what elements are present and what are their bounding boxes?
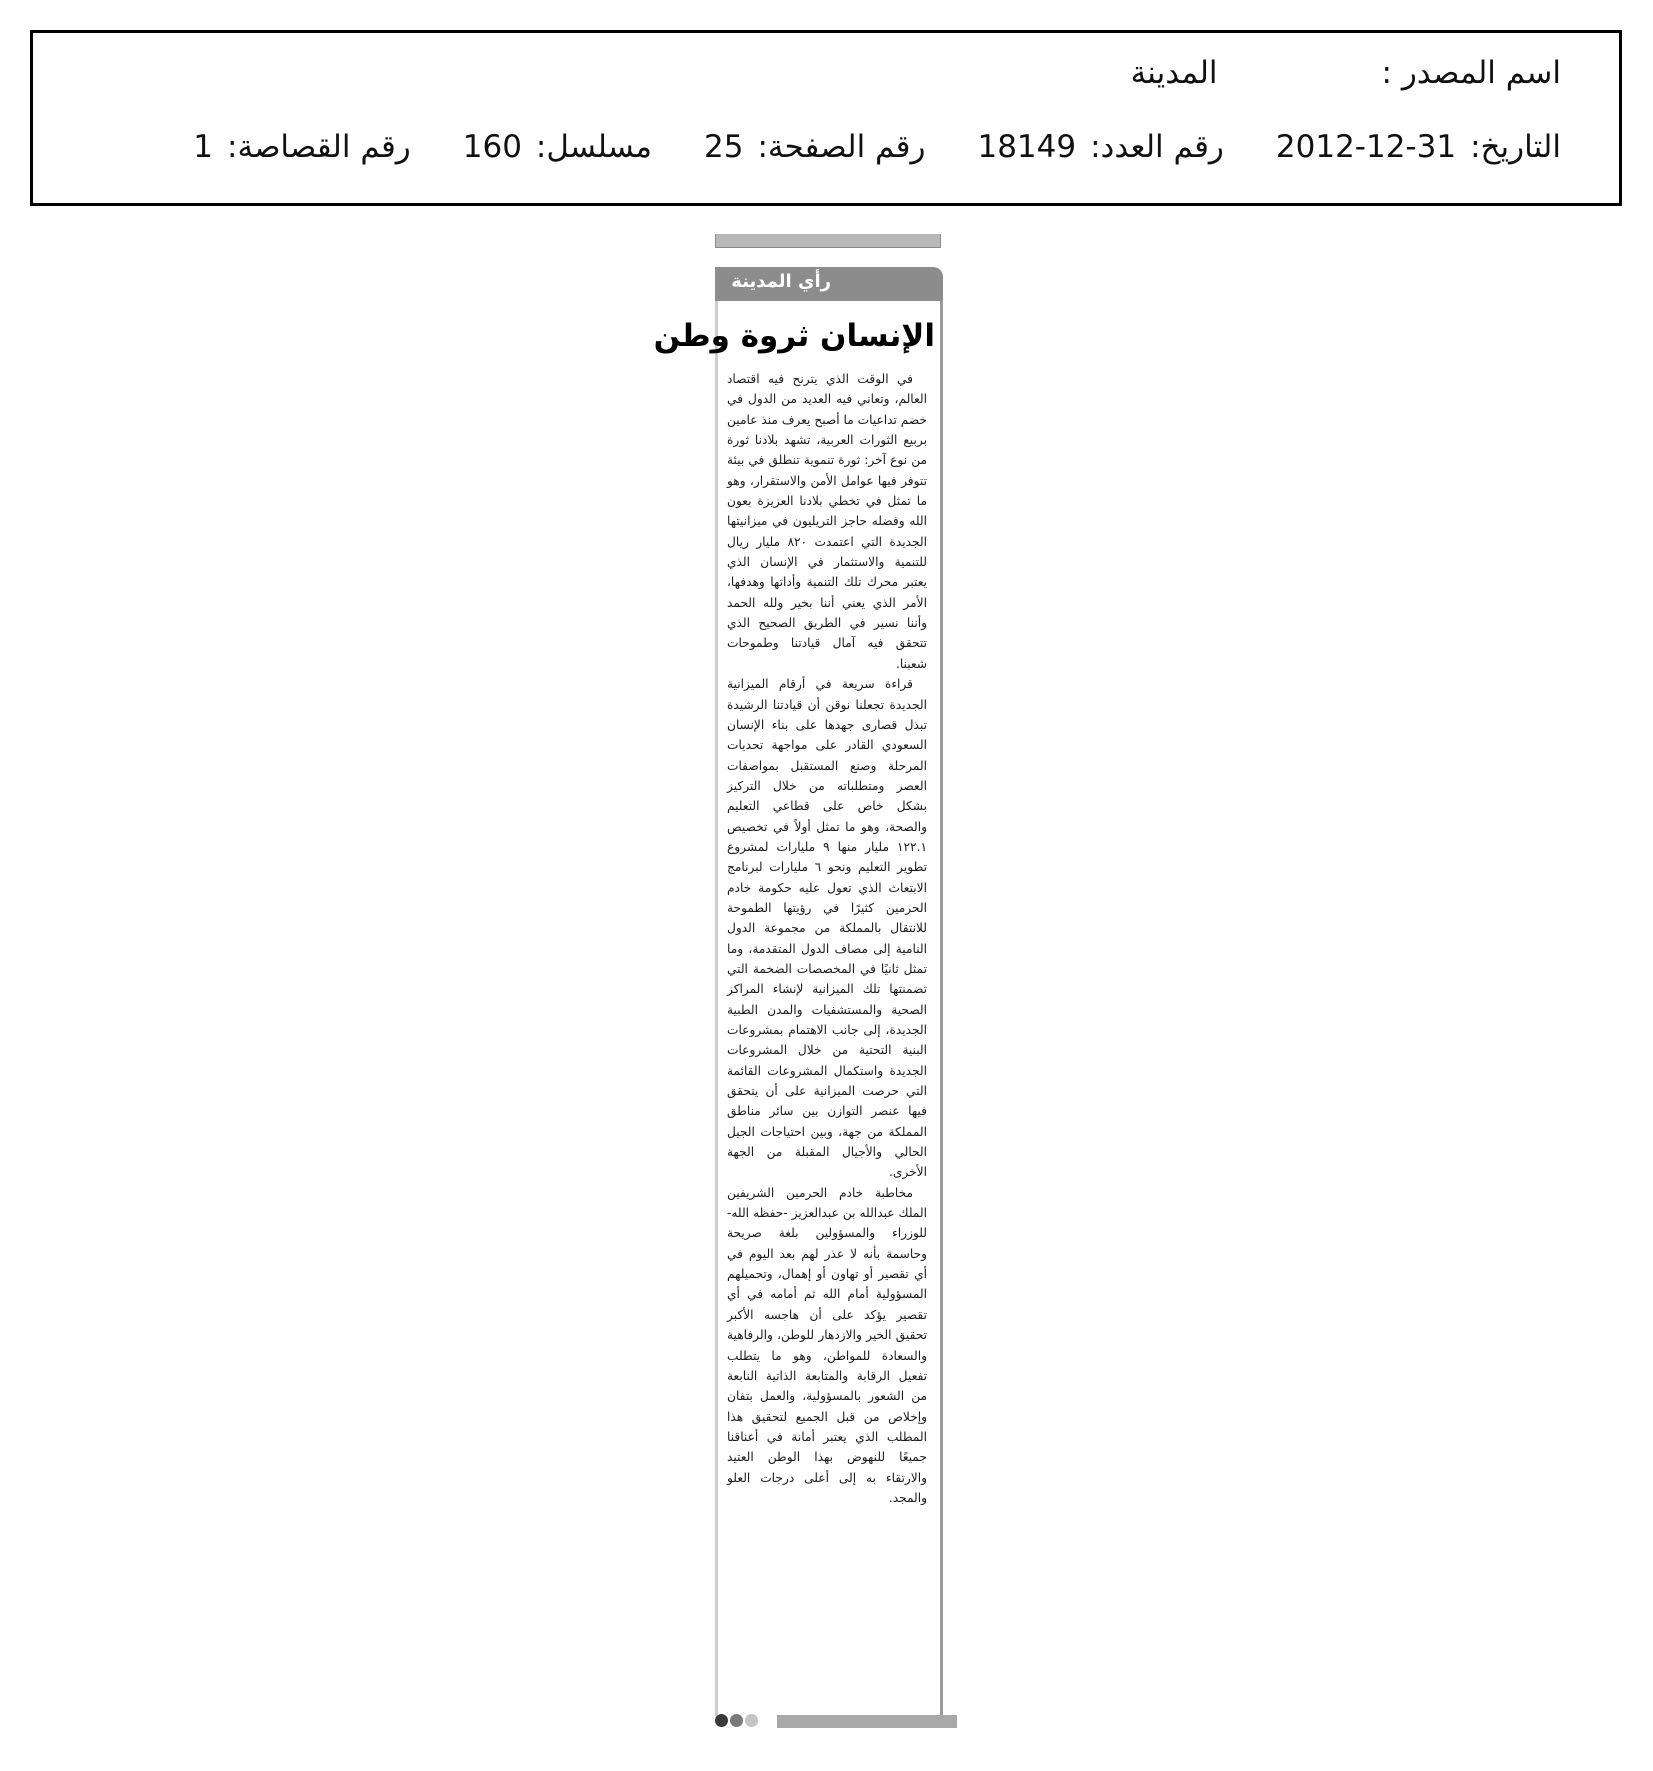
details-row [193, 129, 1561, 165]
page-value: 25 [704, 129, 744, 165]
serial-value: 160 [462, 129, 522, 165]
issue-value: 18149 [977, 129, 1077, 165]
dot-icon [730, 1714, 743, 1727]
metadata-box [30, 30, 1622, 206]
page-dots [715, 1714, 758, 1727]
source-value: المدينة [1130, 55, 1218, 91]
source-row [1131, 55, 1561, 91]
dot-icon [745, 1714, 758, 1727]
article-body [727, 369, 927, 1508]
section-label: رأي المدينة [731, 271, 831, 292]
source-label: اسم المصدر : [1381, 55, 1561, 91]
article-headline: الإنسان ثروة وطن [653, 318, 935, 354]
column-right-rule [940, 301, 943, 1716]
clipping-top-edge [715, 234, 941, 248]
date-label: التاريخ: [1470, 129, 1561, 165]
clip-number-value: 1 [193, 129, 214, 165]
section-header-bar [715, 267, 943, 301]
article-paragraph: مخاطبة خادم الحرمين الشريفين الملك عبدالله بن عبدالعزيز -حفظه الله- للوزراء والمسؤولين بلغة صريحة وحاسمة بأنه لا عذر لهم بعد اليوم في أي تقصير أو تهاون أو إهمال، وتحميلهم المسؤولية أمام الله ثم أمامه في أي تقصير يؤكد على أن هاجسه الأكبر تحقيق الخير والازدهار للوطن، والرفاهية والسعادة للمواطن، وهو ما يتطلب تفعيل الرقابة والمتابعة الذاتية النابعة من الشعور بالمسؤولية، والعمل بتفان وإخلاص من قبل الجميع لتحقيق هذا المطلب الذي يعتبر أمانة في أعناقنا جميعًا للنهوض بهذا الوطن العتيد والارتقاء به إلى أعلى درجات العلو والمجد. [727, 1185, 927, 1505]
article-paragraph: في الوقت الذي يترنح فيه اقتصاد العالم، وتعاني فيه العديد من الدول في خضم تداعيات ما أصبح يعرف منذ عامين بربيع الثورات العربية، تشهد بلادنا ثورة من نوع آخر: ثورة تنموية تنطلق في بيئة تتوفر فيها عوامل الأمن والاستقرار، وهو ما تمثل في تخطي بلادنا العزيزة بعون الله وفضله حاجز التريليون في ميزانيتها الجديدة التي اعتمدت ٨٢٠ مليار ريال للتنمية والاستثمار في الإنسان الذي يعتبر محرك تلك التنمية وأداتها وهدفها، الأمر الذي يعني أننا بخير ولله الحمد وأننا نسير في الطريق الصحيح الذي تتحقق فيه آمال قيادتنا وطموحات شعبنا. [727, 372, 927, 671]
issue-label: رقم العدد: [1090, 129, 1224, 165]
newspaper-clipping [653, 234, 943, 1724]
clip-number-label: رقم القصاصة: [227, 129, 411, 165]
column-left-rule [715, 301, 718, 1716]
clipping-footer-bar [777, 1715, 957, 1728]
page-label: رقم الصفحة: [757, 129, 926, 165]
dot-icon [715, 1714, 728, 1727]
serial-label: مسلسل: [535, 129, 653, 165]
date-value: 2012-12-31 [1275, 129, 1457, 165]
article-paragraph: قراءة سريعة في أرقام الميزانية الجديدة تجعلنا نوقن أن قيادتنا الرشيدة تبذل قصارى جهدها على بناء الإنسان السعودي القادر على مواجهة تحديات المرحلة وصنع المستقبل بمواصفات العصر ومتطلباته من خلال التركيز بشكل خاص على قطاعي التعليم والصحة، وهو ما تمثل أولاً في تخصيص ١٢٢.١ مليار منها ٩ مليارات لمشروع تطوير التعليم ونحو ٦ مليارات لبرنامج الابتعاث الذي تعول عليه حكومة خادم الحرمين كثيرًا في رؤيتها الطموحة للانتقال بالمملكة من مجموعة الدول النامية إلى مصاف الدول المتقدمة، وما تمثل ثانيًا في المخصصات الضخمة التي تضمنتها تلك الميزانية لإنشاء المراكز الصحية والمستشفيات والمدن الطبية الجديدة، إلى جانب الاهتمام بمشروعات البنية التحتية من خلال المشروعات الجديدة واستكمال المشروعات القائمة التي حرصت الميزانية على أن يتحقق فيها عنصر التوازن بين سائر مناطق المملكة من جهة، وبين احتياجات الجيل الحالي والأجيال المقبلة من الجهة الأخرى. [727, 677, 928, 1180]
